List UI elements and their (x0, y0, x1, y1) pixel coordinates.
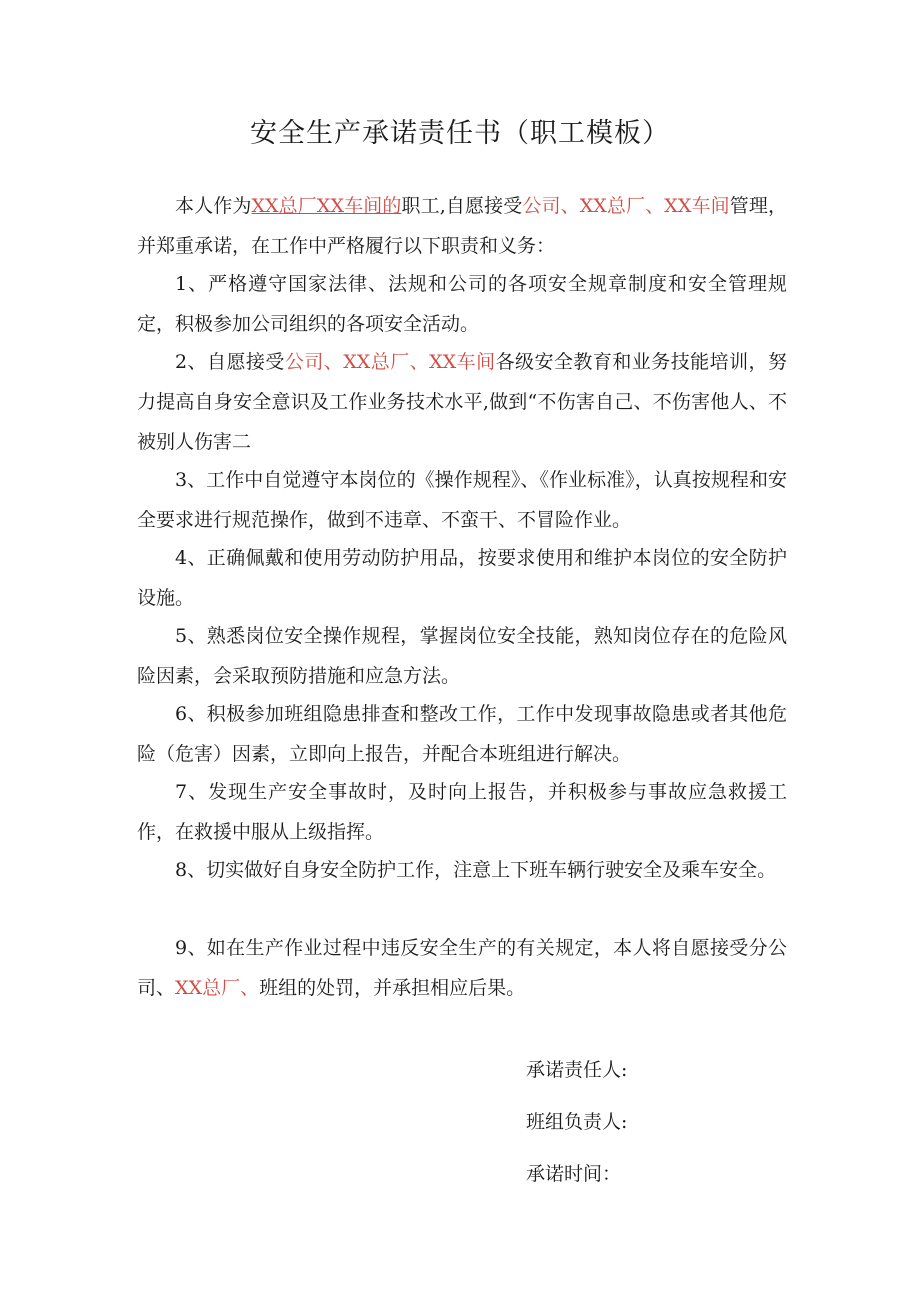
signature-pledger: 承诺责任人: (526, 1059, 628, 1081)
item-2 (137, 342, 787, 462)
item-9-highlight: XX总厂、 (175, 977, 260, 999)
item-3: 3、工作中自觉遵守本岗位的《操作规程》、《作业标准》，认真按规程和安全要求进行规范操作，做到不违章、不蛮干、不冒险作业。 (137, 469, 787, 531)
item-7: 7、发现生产安全事故时，及时向上报告，并积极参与事故应急救援工作，在救援中服从上级指挥。 (137, 781, 787, 843)
item-9-text-1: 9、如在生产作业过程中违反安全生产的有关规定，本人将自愿接受分公司、 (137, 937, 787, 999)
signature-date: 承诺时间： (526, 1163, 622, 1185)
item-8: 8、切实做好自身安全防护工作，注意上下班车辆行驶安全及乘车安全。 (175, 859, 777, 881)
item-9-text-2: 班组的处罚，并承担相应后果。 (259, 977, 526, 999)
item-2-orgs-highlight: 公司、XX总厂、XX车间 (284, 351, 496, 373)
intro-text-2: 职工,自愿接受 (401, 195, 523, 217)
item-2-text-1: 2、自愿接受 (175, 351, 285, 373)
item-6: 6、积极参加班组隐患排查和整改工作，工作中发现事故隐患或者其他危险（危害）因素，立即向上报告，并配合本班组进行解决。 (137, 703, 787, 765)
intro-unit-highlight: XX总厂XX车间的 (251, 195, 402, 217)
item-9 (137, 928, 787, 1008)
intro-paragraph (137, 186, 787, 266)
item-1: 1、严格遵守国家法律、法规和公司的各项安全规章制度和安全管理规定，积极参加公司组织的各项安全活动。 (137, 273, 787, 335)
item-5: 5、熟悉岗位安全操作规程，掌握岗位安全技能，熟知岗位存在的危险风险因素，会采取预防措施和应急方法。 (137, 625, 787, 687)
item-4: 4、正确佩戴和使用劳动防护用品，按要求使用和维护本岗位的安全防护设施。 (137, 547, 787, 609)
item-2-text-2: 各级安全教育和业务技能培训，努力提高自身安全意识及工作业务技术水平,做到“不伤害自己、不伤害他人、不被别人伤害二 (137, 351, 787, 453)
intro-orgs-highlight: 公司、XX总厂、XX车间 (522, 195, 730, 217)
intro-text-1: 本人作为 (175, 195, 252, 217)
intro-text-3: 管理，并郑重承诺，在工作中严格履行以下职责和义务： (137, 195, 787, 257)
document-title: 安全生产承诺责任书（职工模板） (250, 118, 670, 149)
signature-team-leader: 班组负责人: (526, 1111, 628, 1133)
